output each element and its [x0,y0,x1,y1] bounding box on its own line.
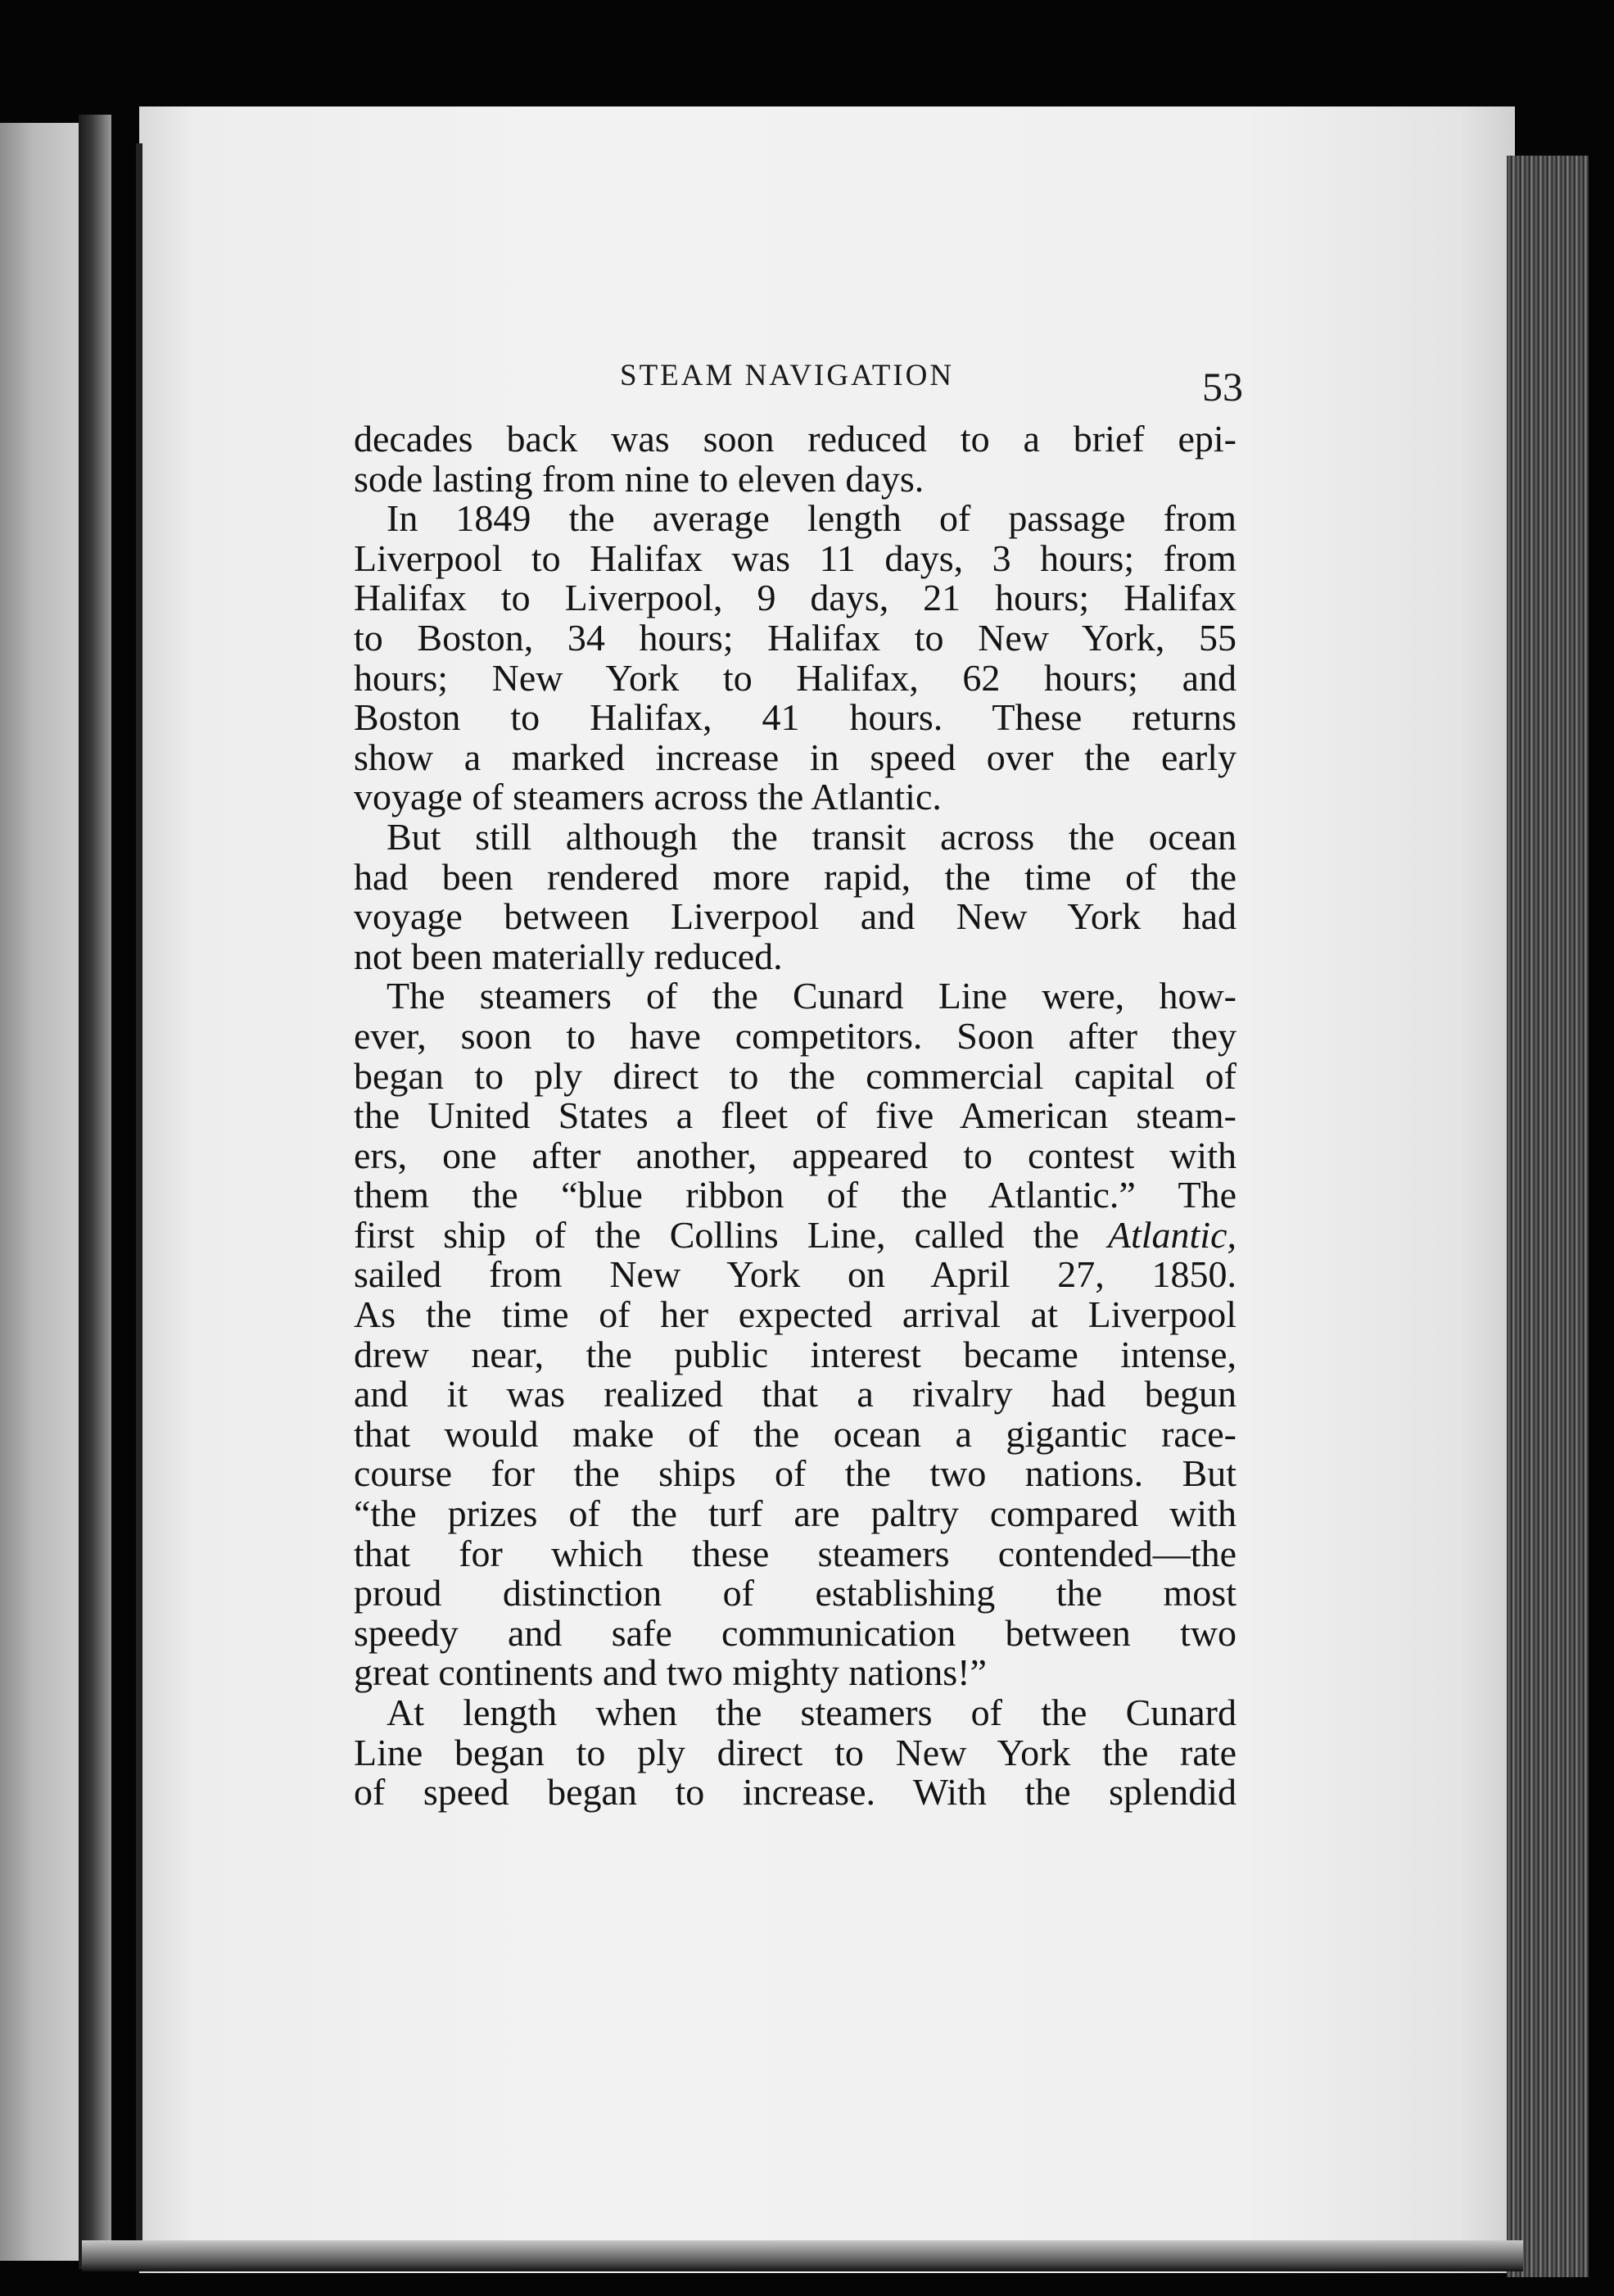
text-line: the United States a fleet of five American steam- [354,1094,1236,1137]
text-line: proud distinction of establishing the most [354,1572,1236,1614]
text-line: But still although the transit across the ocean [387,815,1236,858]
text-line: and it was realized that a rivalry had begun [354,1373,1236,1415]
text-line: drew near, the public interest became intense, [354,1333,1236,1375]
text-line: As the time of her expected arrival at Liverpool [354,1293,1236,1336]
text-line: them the “blue ribbon of the Atlantic.” The [354,1174,1236,1216]
text-line: great continents and two mighty nations!” [354,1651,987,1694]
running-title: STEAM NAVIGATION [620,359,955,392]
text-line: Halifax to Liverpool, 9 days, 21 hours; Halifax [354,577,1236,619]
text-line: of speed began to increase. With the splendid [354,1771,1236,1814]
text-line: hours; New York to Halifax, 62 hours; and [354,656,1236,699]
text-line: speedy and safe communication between two [354,1611,1236,1654]
page-edges [1507,156,1589,2277]
text-line: that would make of the ocean a gigantic race- [354,1412,1236,1455]
text-line: decades back was soon reduced to a brief epi- [354,418,1236,460]
text-line: sailed from New York on April 27, 1850. [354,1253,1236,1296]
text-line: ever, soon to have competitors. Soon after they [354,1014,1236,1057]
text-line: had been rendered more rapid, the time of the [354,855,1236,898]
text-line: to Boston, 34 hours; Halifax to New York, 55 [354,616,1236,659]
ship-name: Atlantic, [1107,1213,1236,1256]
text-line: sode lasting from nine to eleven days. [354,457,925,500]
text-line: began to ply direct to the commercial capital of [354,1054,1236,1097]
text-line: Line began to ply direct to New York the rate [354,1731,1236,1773]
text-line: show a marked increase in speed over the early [354,736,1236,778]
text-line: ers, one after another, appeared to contest with [354,1134,1236,1176]
gutter-shadow [79,115,111,2269]
text-line: The steamers of the Cunard Line were, how- [387,975,1236,1017]
text-line: voyage between Liverpool and New York had [354,895,1236,938]
text-line: voyage of steamers across the Atlantic. [354,776,942,818]
page-number: 53 [1202,364,1243,410]
text-line: course for the ships of the two nations. But [354,1452,1236,1495]
text-line: not been materially reduced. [354,935,783,977]
previous-page-edge [0,123,82,2261]
text-line: that for which these steamers contended—the [354,1532,1236,1574]
text-line: Liverpool to Halifax was 11 days, 3 hours; from [354,537,1236,579]
text-line: “the prizes of the turf are paltry compared with [354,1492,1236,1535]
text-line: In 1849 the average length of passage from [387,497,1236,540]
text-line: Boston to Halifax, 41 hours. These returns [354,696,1236,739]
text-line-part: first ship of the Collins Line, called the [354,1213,1079,1256]
text-line: At length when the steamers of the Cunard [387,1691,1236,1733]
gutter-line [136,143,142,2248]
bottom-edge [82,2240,1523,2271]
body-text [354,419,1236,1813]
text-line [354,1213,1236,1256]
